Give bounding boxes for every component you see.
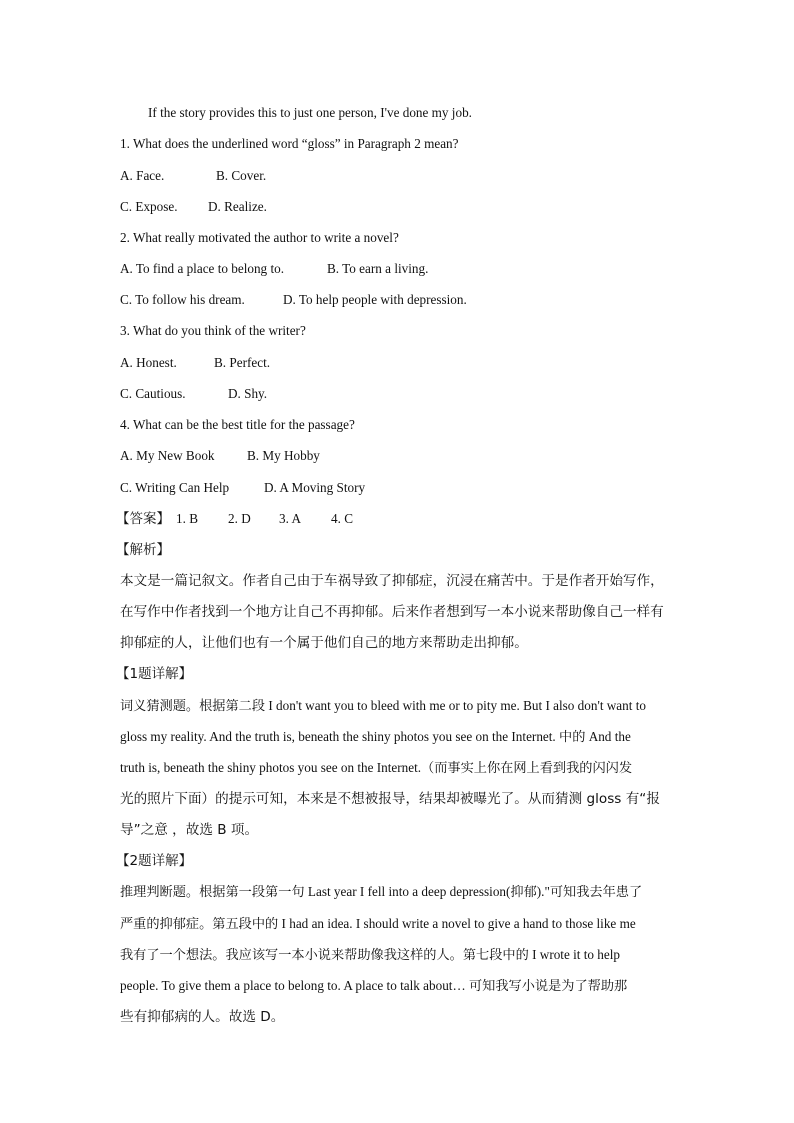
detail-1-label: 【1题详解】: [116, 666, 193, 682]
detail-2-line-1: 推理判断题。根据第一段第一句 Last year I fell into a deep depression(抑郁)."可知我去年患了: [120, 884, 643, 899]
intro-line: If the story provides this to just one person, I've done my job.: [148, 105, 472, 120]
answer-item-4: 4. C: [331, 511, 353, 526]
detail-2-line-2: 严重的抑郁症。第五段中的 I had an idea. I should write a novel to give a hand to those like me: [120, 916, 636, 931]
analysis-label: 【解析】: [116, 542, 170, 558]
question-2-option-b: B. To earn a living.: [327, 261, 429, 276]
question-3-stem: 3. What do you think of the writer?: [120, 323, 306, 338]
question-1-option-a: A. Face.: [120, 168, 165, 183]
question-3-option-d: D. Shy.: [228, 386, 268, 401]
answer-item-2: 2. D: [228, 511, 251, 526]
detail-2-line-3: 我有了一个想法。我应该写一本小说来帮助像我这样的人。第七段中的 I wrote it to help: [120, 947, 621, 962]
analysis-line-1: 本文是一篇记叙文。作者自己由于车祸导致了抑郁症，沉浸在痛苦中。于是作者开始写作，: [120, 573, 664, 589]
analysis-line-3: 抑郁症的人，让他们也有一个属于他们自己的地方来帮助走出抑郁。: [120, 635, 528, 651]
answer-label: 【答案】: [116, 511, 170, 527]
question-3-option-b: B. Perfect.: [214, 355, 271, 370]
analysis-line-2: 在写作中作者找到一个地方让自己不再抑郁。后来作者想到写一本小说来帮助像自己一样有: [120, 604, 664, 620]
detail-1-line-1: 词义猜测题。根据第二段 I don't want you to bleed with me or to pity me. But I also don't want to: [120, 698, 646, 713]
question-2-stem: 2. What really motivated the author to write a novel?: [120, 230, 399, 245]
question-4-option-d: D. A Moving Story: [264, 480, 366, 495]
question-2-option-a: A. To find a place to belong to.: [120, 261, 285, 276]
question-2-option-d: D. To help people with depression.: [283, 292, 467, 307]
question-4-option-a: A. My New Book: [120, 448, 215, 463]
question-1-stem: 1. What does the underlined word “gloss” in Paragraph 2 mean?: [120, 136, 459, 151]
detail-2-line-4: people. To give them a place to belong to. A place to talk about… 可知我写小说是为了帮助那: [120, 978, 628, 993]
question-2-option-c: C. To follow his dream.: [120, 292, 245, 307]
question-3-option-a: A. Honest.: [120, 355, 177, 370]
question-4-option-c: C. Writing Can Help: [120, 480, 230, 495]
answer-item-1: 1. B: [176, 511, 198, 526]
detail-1-line-4: 光的照片下面）的提示可知，本来是不想被报导，结果却被曝光了。从而猜测 gloss 有“报: [120, 791, 660, 807]
detail-1-line-2: gloss my reality. And the truth is, beneath the shiny photos you see on the Internet. 中的 And the: [120, 729, 631, 744]
question-1-option-b: B. Cover.: [216, 168, 267, 183]
detail-1-line-3: truth is, beneath the shiny photos you see on the Internet.（而事实上你在网上看到我的闪闪发: [120, 760, 633, 775]
detail-1-line-5: 导”之意 ，故选 B 项。: [120, 822, 259, 838]
answer-item-3: 3. A: [279, 511, 301, 526]
detail-2-line-5: 些有抑郁病的人。故选 D。: [120, 1009, 285, 1025]
question-1-option-c: C. Expose.: [120, 199, 178, 214]
question-1-option-d: D. Realize.: [208, 199, 267, 214]
question-3-option-c: C. Cautious.: [120, 386, 186, 401]
detail-2-label: 【2题详解】: [116, 853, 193, 869]
question-4-option-b: B. My Hobby: [247, 448, 320, 463]
question-4-stem: 4. What can be the best title for the passage?: [120, 417, 355, 432]
